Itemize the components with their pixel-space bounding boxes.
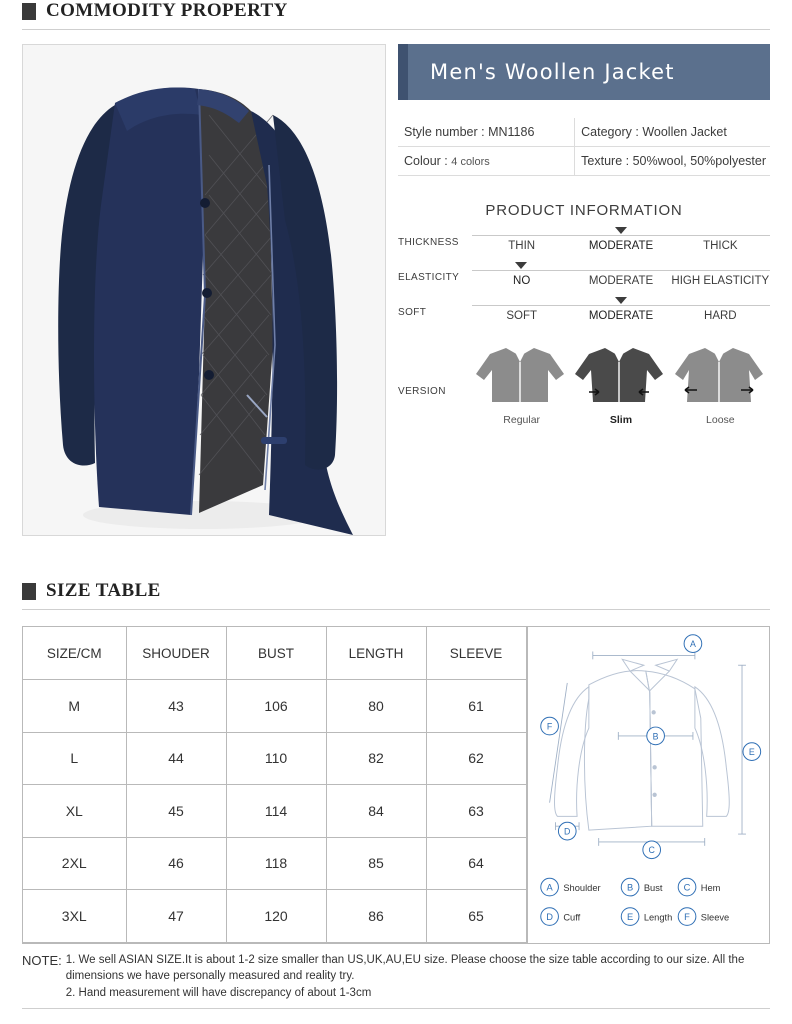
size-note	[0, 944, 792, 1002]
table-cell: 3XL	[23, 890, 126, 943]
size-table	[23, 627, 527, 943]
scale-body-elasticity	[472, 270, 770, 287]
table-cell: 114	[226, 785, 326, 838]
product-title-band	[398, 44, 770, 100]
table-cell: 46	[126, 837, 226, 890]
scale-option-selected: NO	[513, 275, 531, 287]
legend-key-e: E	[626, 911, 633, 922]
slim-fit-icon	[571, 340, 667, 410]
table-cell: L	[23, 732, 126, 785]
table-cell: 45	[126, 785, 226, 838]
table-cell: 43	[126, 680, 226, 733]
measurement-diagram-svg	[528, 627, 770, 942]
table-row	[23, 837, 526, 890]
regular-fit-icon	[472, 340, 568, 410]
spec-value-style: MN1186	[488, 125, 535, 139]
table-cell: 85	[326, 837, 426, 890]
table-row	[23, 732, 526, 785]
product-block	[0, 30, 792, 536]
version-label: VERSION	[398, 386, 446, 397]
table-cell: 47	[126, 890, 226, 943]
scale-line	[472, 235, 770, 236]
table-cell: 84	[326, 785, 426, 838]
scale-marker-thickness	[615, 227, 627, 234]
bottom-divider	[22, 1008, 770, 1009]
table-cell: 86	[326, 890, 426, 943]
size-table-container	[22, 626, 770, 944]
table-row	[23, 890, 526, 943]
scale-soft	[398, 305, 770, 322]
scale-options-elasticity	[472, 275, 770, 287]
spec-value-category: Woollen Jacket	[642, 125, 727, 139]
legend-key-f: F	[683, 911, 690, 922]
scale-options-thickness	[472, 240, 770, 252]
legend-label-a: Shoulder	[562, 883, 601, 894]
version-options	[472, 340, 770, 426]
fit-caption-loose: Loose	[706, 414, 735, 426]
legend-label-c: Hem	[700, 883, 720, 894]
diagram-marker-e: E	[748, 747, 755, 758]
size-table-wrap	[0, 626, 792, 944]
diagram-marker-c: C	[647, 845, 655, 856]
scale-line	[472, 305, 770, 306]
scale-thickness	[398, 235, 770, 252]
loose-fit-icon	[671, 340, 767, 410]
scale-marker-soft	[615, 297, 627, 304]
legend-key-c: C	[683, 882, 690, 893]
legend-label-d: Cuff	[562, 912, 580, 923]
fit-caption-slim: Slim	[609, 414, 633, 426]
scale-option: HIGH ELASTICITY	[671, 275, 770, 287]
jacket-illustration	[23, 45, 386, 536]
table-header-cell: SIZE/CM	[23, 627, 126, 680]
header-divider	[22, 609, 770, 610]
scale-label-thickness: THICKNESS	[398, 237, 459, 248]
legend-key-d: D	[545, 911, 553, 922]
table-cell: 65	[426, 890, 526, 943]
scale-option-selected: MODERATE	[588, 240, 654, 252]
table-cell: 82	[326, 732, 426, 785]
table-cell: 106	[226, 680, 326, 733]
spec-cell-texture	[575, 147, 770, 176]
diagram-marker-d: D	[563, 826, 570, 837]
spec-row	[398, 118, 770, 147]
table-cell: M	[23, 680, 126, 733]
table-header-cell: BUST	[226, 627, 326, 680]
section-marker-bar	[22, 583, 36, 600]
spec-label-category: Category :	[581, 125, 639, 139]
note-line-1: 1. We sell ASIAN SIZE.It is about 1-2 size smaller than US,UK,AU,EU size. Please choose the size table according to our size. All the dimensions we have personally measured and reality try.	[65, 953, 745, 983]
measurement-diagram	[527, 627, 770, 943]
spec-table	[398, 118, 770, 176]
size-table-title: SIZE TABLE	[46, 580, 161, 601]
table-row	[23, 680, 526, 733]
diagram-marker-b: B	[652, 731, 659, 742]
table-cell: 63	[426, 785, 526, 838]
scale-option: SOFT	[506, 310, 537, 322]
table-cell: 118	[226, 837, 326, 890]
product-information-title: PRODUCT INFORMATION	[485, 202, 683, 219]
scale-option: THICK	[703, 240, 738, 252]
scale-option-selected: MODERATE	[588, 310, 654, 322]
legend-label-f: Sleeve	[700, 912, 729, 923]
fit-option-loose	[671, 340, 770, 426]
section-marker-bar	[22, 3, 36, 20]
spec-label-colour: Colour :	[404, 154, 448, 168]
table-row	[23, 785, 526, 838]
table-cell: 110	[226, 732, 326, 785]
note-label: NOTE:	[22, 952, 62, 968]
scale-body-soft	[472, 305, 770, 322]
table-cell: 2XL	[23, 837, 126, 890]
size-table-header	[0, 580, 792, 602]
table-cell: 64	[426, 837, 526, 890]
note-line-2: 2. Hand measurement will have discrepancy of about 1-3cm	[65, 986, 372, 999]
commodity-property-title: COMMODITY PROPERTY	[46, 0, 288, 21]
product-name: Men's Woollen Jacket	[430, 60, 675, 84]
scale-label-soft: SOFT	[398, 307, 427, 318]
table-header-cell: SLEEVE	[426, 627, 526, 680]
scale-option: MODERATE	[588, 275, 654, 287]
diagram-marker-a: A	[689, 639, 696, 650]
legend-key-a: A	[545, 882, 553, 893]
fit-option-slim	[571, 340, 670, 426]
scale-body-thickness	[472, 235, 770, 252]
legend-key-b: B	[626, 882, 633, 893]
table-cell: 61	[426, 680, 526, 733]
scale-elasticity	[398, 270, 770, 287]
scale-marker-elasticity	[515, 262, 527, 269]
diagram-marker-f: F	[546, 721, 552, 732]
product-info	[386, 44, 770, 536]
table-cell: 62	[426, 732, 526, 785]
spec-cell-style	[398, 118, 575, 147]
fit-caption-regular: Regular	[503, 414, 541, 426]
scale-options-soft	[472, 310, 770, 322]
table-cell: 80	[326, 680, 426, 733]
table-header-row	[23, 627, 526, 680]
spec-row	[398, 147, 770, 176]
spec-cell-category	[575, 118, 770, 147]
commodity-property-header	[0, 0, 792, 22]
spec-value-colour: 4 colors	[451, 156, 490, 168]
table-cell: 120	[226, 890, 326, 943]
legend-label-e: Length	[643, 912, 672, 923]
spec-label-style: Style number :	[404, 125, 485, 139]
table-cell: XL	[23, 785, 126, 838]
version-row	[398, 340, 770, 426]
note-text	[66, 952, 770, 1002]
spec-value-texture: 50%wool, 50%polyester	[632, 154, 766, 168]
table-header-cell: SHOUDER	[126, 627, 226, 680]
spec-label-texture: Texture :	[581, 154, 630, 168]
scale-option: THIN	[508, 240, 536, 252]
spec-cell-colour	[398, 147, 575, 176]
legend-label-b: Bust	[643, 883, 662, 894]
scale-option: HARD	[704, 310, 737, 322]
scale-label-elasticity: ELASTICITY	[398, 272, 460, 283]
product-photo	[22, 44, 386, 536]
scale-line	[472, 270, 770, 271]
table-header-cell: LENGTH	[326, 627, 426, 680]
table-cell: 44	[126, 732, 226, 785]
fit-option-regular	[472, 340, 571, 426]
